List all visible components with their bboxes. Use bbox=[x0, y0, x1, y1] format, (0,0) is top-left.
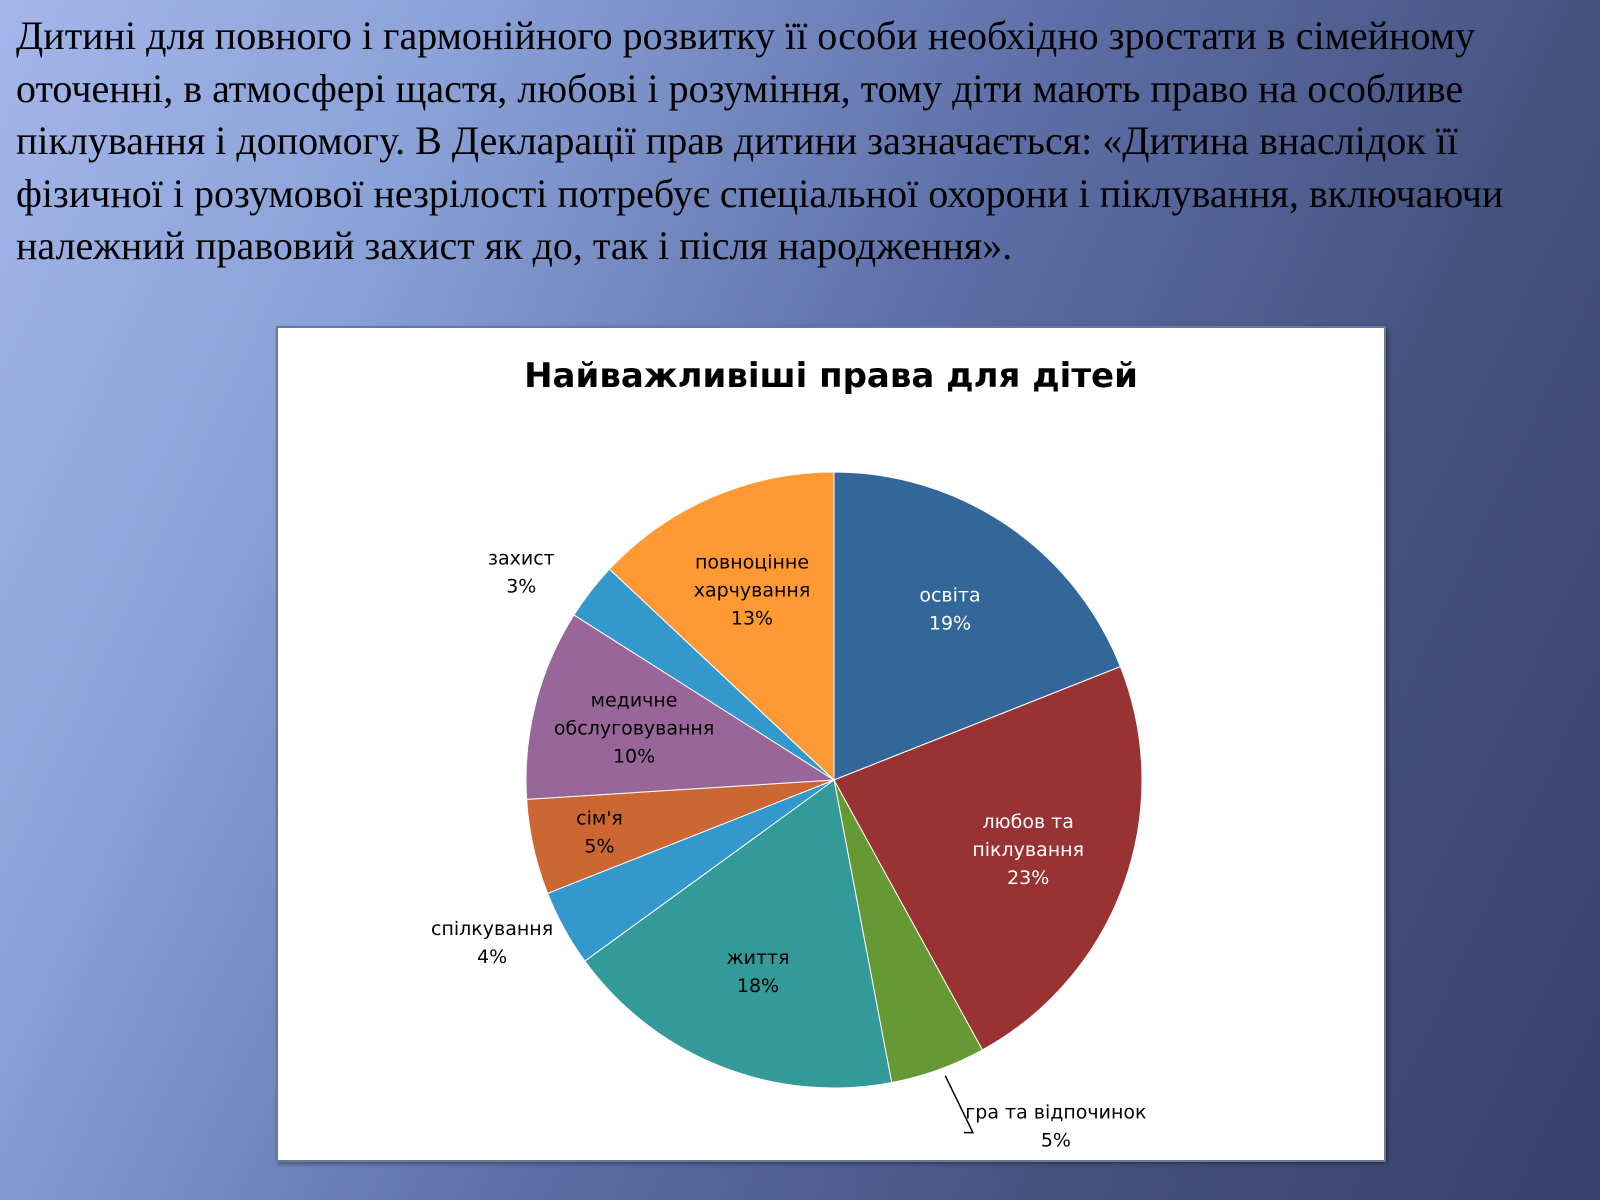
slice-label-7: медичне bbox=[590, 689, 678, 712]
pie-slices bbox=[526, 472, 1142, 1088]
slice-percent-1: 19% bbox=[928, 612, 972, 635]
slice-percent-2: 23% bbox=[1007, 866, 1050, 889]
slice-percent-4: 18% bbox=[736, 974, 780, 997]
chart-title: Найважливіші права для дітей bbox=[524, 356, 1138, 396]
slice-percent-9: 13% bbox=[730, 607, 774, 630]
slice-label-9: повноцінне bbox=[694, 551, 810, 574]
slice-label-1: освіта bbox=[919, 584, 981, 607]
slice-label-3: гра та відпочинок bbox=[965, 1101, 1147, 1124]
pie-chart-card bbox=[276, 326, 1386, 1162]
slice-label-2: піклування bbox=[972, 838, 1085, 861]
slice-percent-6: 5% bbox=[584, 835, 615, 858]
slice-label-8: захист bbox=[487, 547, 555, 570]
slice-percent-7: 10% bbox=[612, 745, 656, 768]
slice-percent-5: 4% bbox=[477, 946, 508, 969]
slice-label-6: сім'я bbox=[576, 807, 623, 830]
slice-label-2: любов та bbox=[982, 810, 1074, 833]
slice-label-5: спілкування bbox=[431, 918, 554, 941]
slice-label-7: обслуговування bbox=[553, 717, 715, 740]
slice-label-4: життя bbox=[726, 946, 790, 969]
slice-percent-8: 3% bbox=[506, 575, 537, 598]
slice-label-9: харчування bbox=[693, 579, 811, 602]
pie-chart bbox=[278, 328, 1384, 1160]
slice-percent-3: 5% bbox=[1040, 1129, 1071, 1152]
intro-paragraph: Дитині для повного і гармонійного розвитку її особи необхідно зростати в сімейному оточенні, в атмосфері щастя, любові і розуміння, тому діти мають право на особливе піклування і допомогу. В Декларації прав дитини зазначається: «Дитина внаслідок її фізичної і розумової незрілості потребує спеціальної охорони і піклування, включаючи належний правовий захист як до, так і після народження». bbox=[16, 13, 1504, 268]
